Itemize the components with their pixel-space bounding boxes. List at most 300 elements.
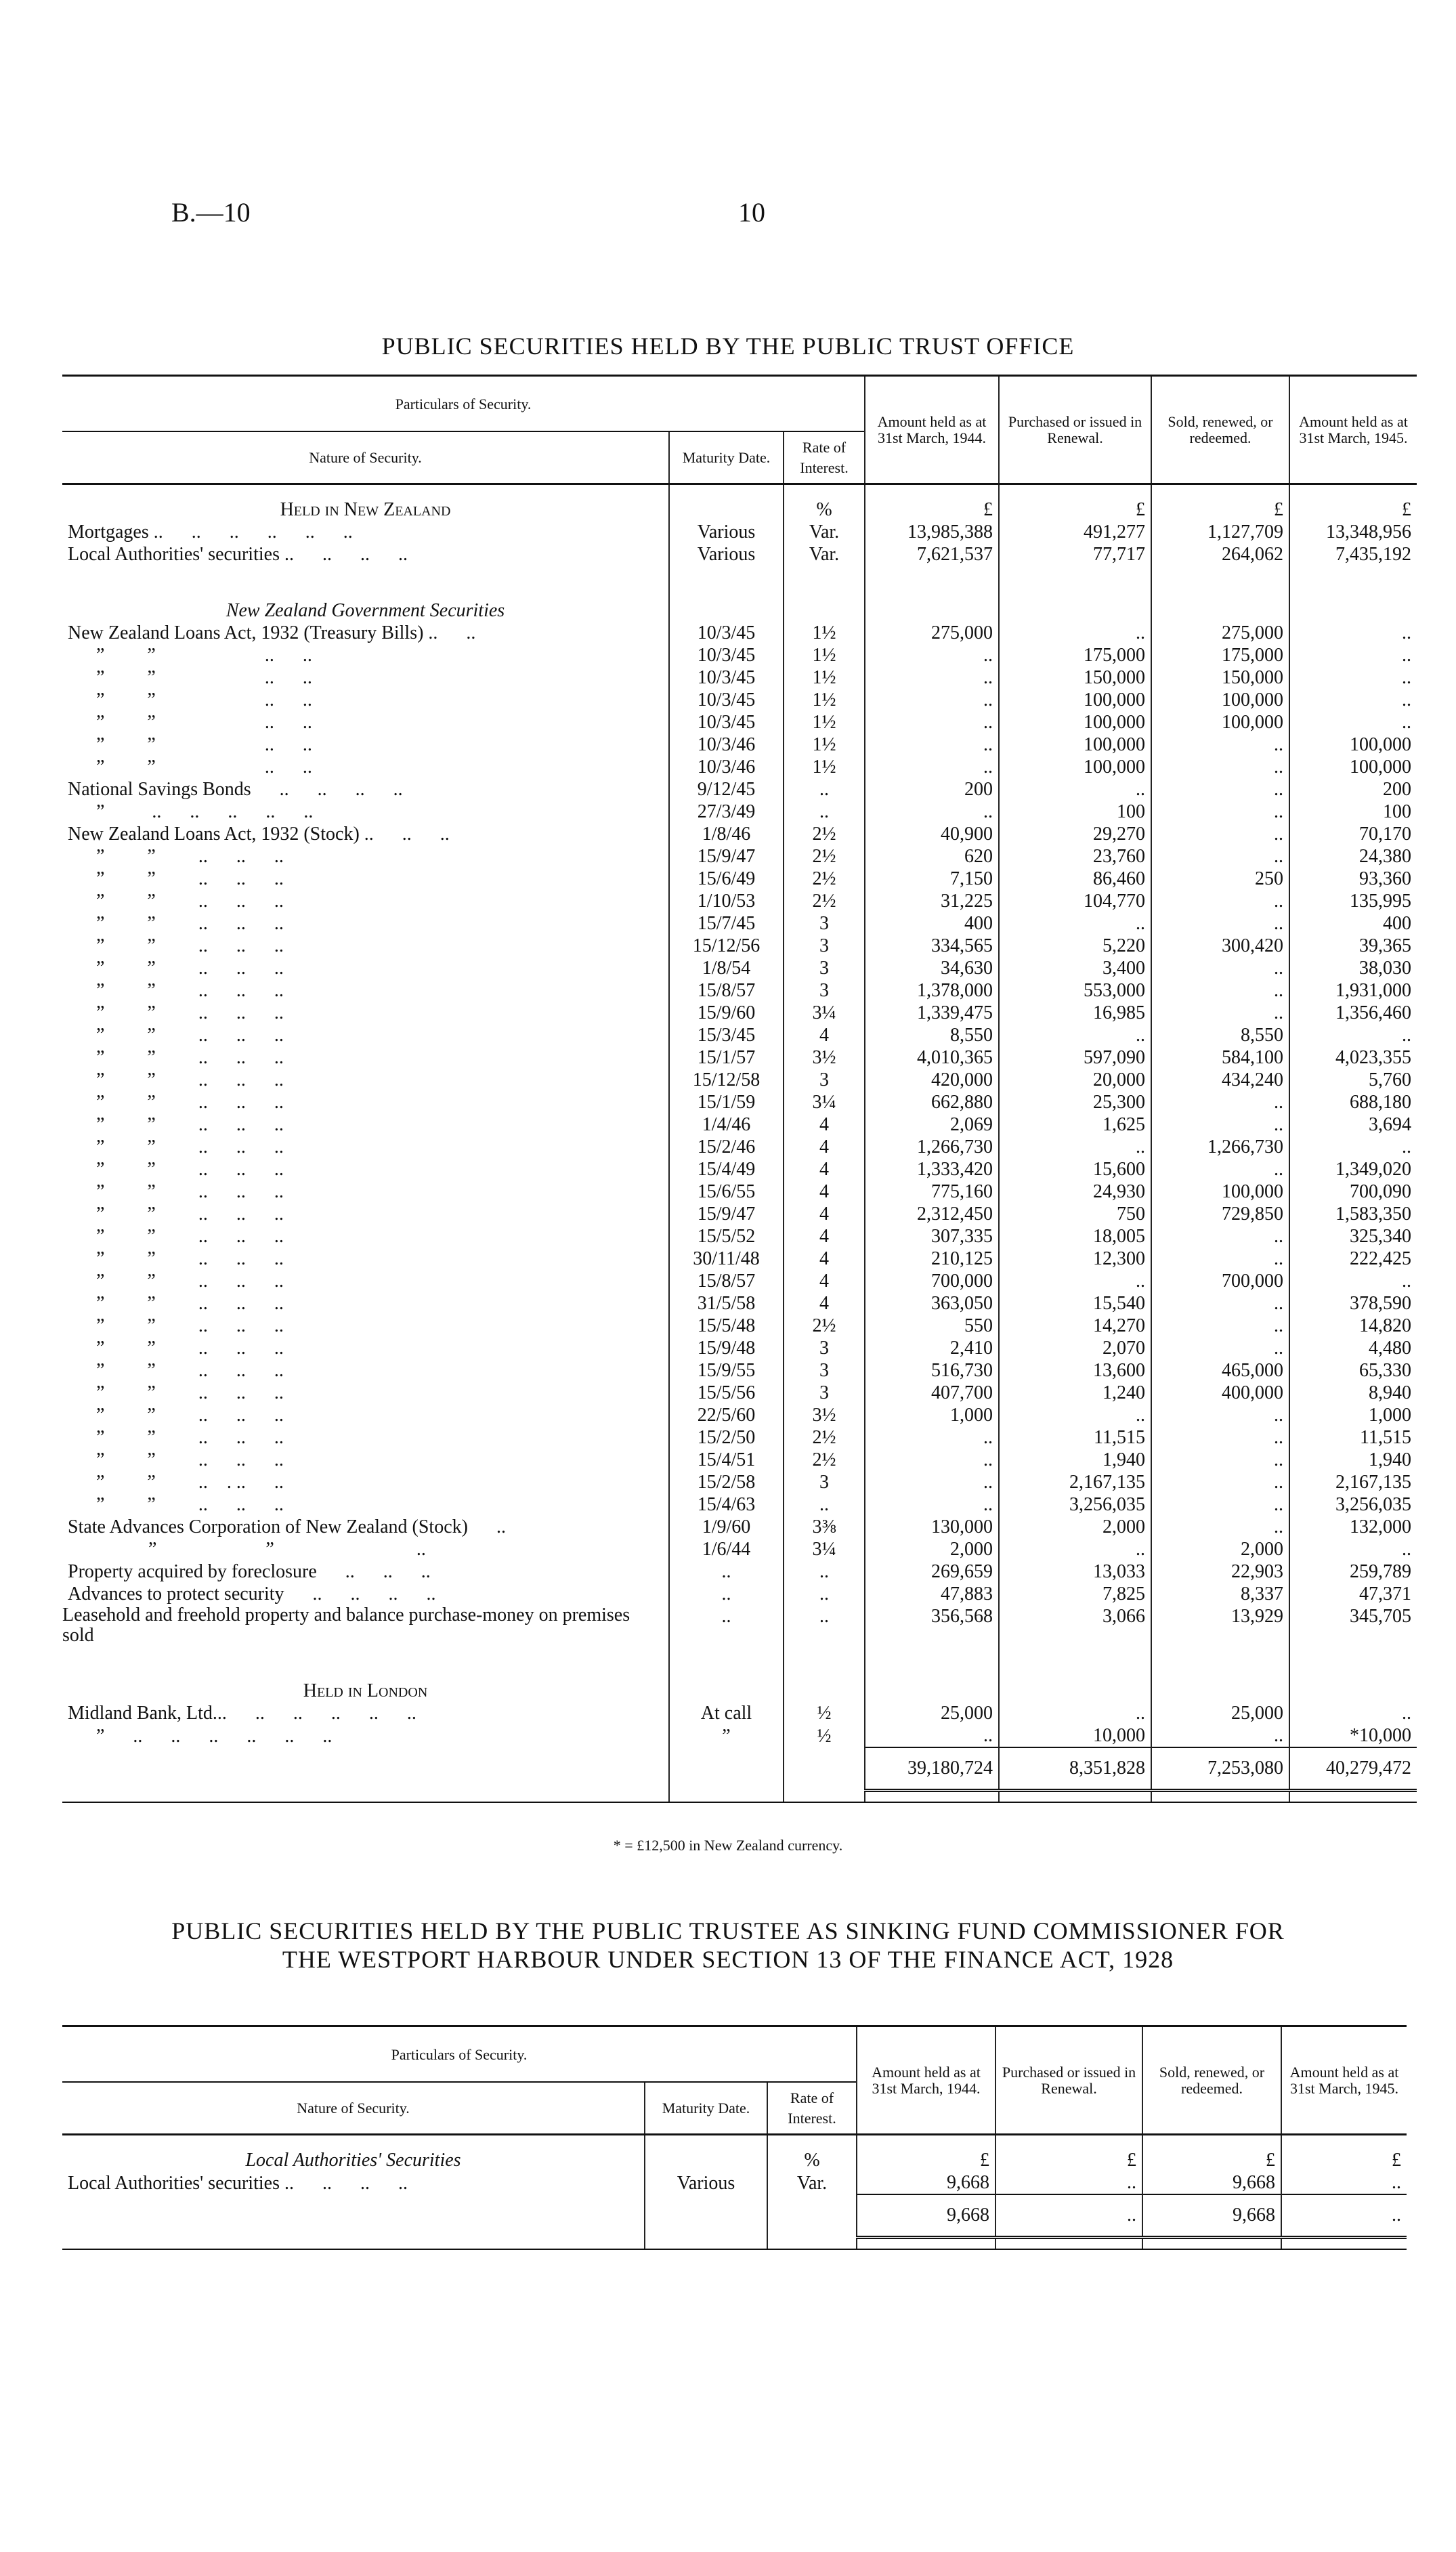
cell-sold: .. [1151,912,1289,935]
cell-maturity-date: 15/12/56 [669,935,784,957]
cell-maturity-date: 15/9/60 [669,1002,784,1024]
cell-purchased [999,599,1151,622]
header-maturity: Maturity Date. [669,431,784,484]
section-heading-row [62,498,1417,521]
cell-sold: 175,000 [1151,644,1289,666]
cell-sold: .. [1151,756,1289,778]
total-purchased: 8,351,828 [999,1747,1151,1791]
table-row [62,1560,1417,1583]
cell-rate-of-interest: 2½ [784,1449,865,1471]
cell-sold [1151,566,1289,599]
cell-nature: New Zealand Loans Act, 1932 (Treasury Bills) .. .. [68,622,476,643]
cell-rate-of-interest: .. [784,778,865,801]
cell-purchased: £ [995,2149,1142,2171]
cell-amount-1945: £ [1281,2149,1407,2171]
cell-purchased: .. [999,1702,1151,1724]
cell-amount-1945 [1289,1646,1417,1680]
cell-amount-1944: 130,000 [865,1516,999,1538]
cell-purchased: 104,770 [999,890,1151,912]
table-row [62,1702,1417,1724]
cell-amount-1945: 8,940 [1289,1382,1417,1404]
cell-amount-1945: 38,030 [1289,957,1417,979]
cell-sold: .. [1151,1002,1289,1024]
table-row [62,622,1417,644]
header-nature: Nature of Security. [62,2082,645,2135]
cell-sold: 250 [1151,868,1289,890]
cell-maturity-date: 10/3/45 [669,644,784,666]
cell-amount-1944: 1,000 [865,1404,999,1426]
spacer-cell [1281,2135,1407,2150]
section-heading-row [62,2149,1407,2171]
cell-rate-of-interest: 2½ [784,845,865,868]
cell-amount-1944: £ [865,498,999,521]
cell-purchased: 150,000 [999,666,1151,689]
cell-purchased: .. [995,2171,1142,2194]
cell-nature: ” ” .. .. .. [68,1136,284,1157]
spacer-cell [669,484,784,499]
table-row [62,2171,1407,2194]
cell-purchased: .. [999,1270,1151,1292]
cell-maturity-date: 1/8/54 [669,957,784,979]
table-row [62,1471,1417,1493]
cell-amount-1944: .. [865,1493,999,1516]
cell-maturity-date [669,1646,784,1680]
cell-nature: ” ” .. .. .. [68,1025,284,1046]
cell-rate-of-interest: Var. [767,2171,857,2194]
cell-nature: ” ” .. .. .. [68,1360,284,1381]
cell-nature: ” ” .. .. .. [68,1405,284,1426]
rule-cell [767,2238,857,2250]
cell-maturity-date: 15/4/49 [669,1158,784,1181]
table-row [62,1024,1417,1046]
cell-maturity-date: .. [669,1583,784,1605]
cell-nature [62,1646,669,1680]
cell-maturity-date: 15/9/48 [669,1337,784,1359]
cell-amount-1944: 334,565 [865,935,999,957]
cell-maturity-date: 15/2/50 [669,1426,784,1449]
cell-purchased: 597,090 [999,1046,1151,1069]
cell-purchased: 750 [999,1203,1151,1225]
cell-nature: Held in New Zealand [280,499,451,520]
cell-amount-1945: .. [1289,1270,1417,1292]
cell-sold: .. [1151,1113,1289,1136]
cell-purchased: 100,000 [999,733,1151,756]
cell-nature: ” ” .. .. .. [68,1382,284,1403]
cell-amount-1945: *10,000 [1289,1724,1417,1747]
cell-purchased: 7,825 [999,1583,1151,1605]
cell-purchased: 77,717 [999,543,1151,566]
empty-cell [784,1747,865,1791]
spacer-cell [999,484,1151,499]
cell-amount-1944: .. [865,1724,999,1747]
cell-maturity-date: 15/4/51 [669,1449,784,1471]
header-purchased: Purchased or issued in Renewal. [999,376,1151,484]
cell-nature: Midland Bank, Ltd... .. .. .. .. .. [68,1703,416,1724]
cell-sold: .. [1151,1091,1289,1113]
table-row [62,979,1417,1002]
cell-amount-1945: 14,820 [1289,1315,1417,1337]
cell-amount-1945: 4,023,355 [1289,1046,1417,1069]
cell-rate-of-interest: 4 [784,1158,865,1181]
cell-purchased: 23,760 [999,845,1151,868]
cell-purchased: 100,000 [999,756,1151,778]
cell-rate-of-interest [784,599,865,622]
cell-nature: ” ” .. .. .. [68,868,284,889]
cell-maturity-date: 15/1/59 [669,1091,784,1113]
cell-maturity-date: .. [669,1560,784,1583]
cell-purchased: 15,600 [999,1158,1151,1181]
spacer-cell [62,2135,645,2150]
cell-rate-of-interest: 2½ [784,1426,865,1449]
header-amount-1944: Amount held as at 31st March, 1944. [865,376,999,484]
cell-purchased: 13,600 [999,1359,1151,1382]
cell-amount-1945: 11,515 [1289,1426,1417,1449]
cell-amount-1945: 100 [1289,801,1417,823]
spacer-row [62,1646,1417,1680]
table-row [62,543,1417,566]
table-row [62,1158,1417,1181]
rule-cell [62,2238,645,2250]
table2-title-line2: THE WESTPORT HARBOUR UNDER SECTION 13 OF THE FINANCE ACT, 1928 [282,1946,1174,1973]
cell-purchased: .. [999,1404,1151,1426]
page-number: 10 [738,197,765,228]
cell-amount-1945: 1,349,020 [1289,1158,1417,1181]
cell-nature: ” ” .. .. .. [68,1293,284,1314]
header-sold: Sold, renewed, or redeemed. [1142,2026,1281,2135]
cell-sold: 1,127,709 [1151,521,1289,543]
cell-nature: ” ” .. .. .. [68,980,284,1001]
cell-rate-of-interest: Var. [784,521,865,543]
empty-cell [62,2194,645,2238]
cell-rate-of-interest [784,566,865,599]
cell-sold: .. [1151,1493,1289,1516]
table1-container [62,375,1417,1803]
cell-maturity-date: 15/12/58 [669,1069,784,1091]
rule-cell [999,1791,1151,1803]
cell-sold: 2,000 [1151,1538,1289,1560]
table-row [62,1538,1417,1560]
cell-purchased: 100,000 [999,689,1151,711]
cell-maturity-date: 15/8/57 [669,979,784,1002]
rule-cell [62,1791,669,1803]
total-amount-1945: .. [1281,2194,1407,2238]
cell-rate-of-interest: 3 [784,912,865,935]
table-row [62,1359,1417,1382]
cell-maturity-date: 15/2/58 [669,1471,784,1493]
table-row [62,1248,1417,1270]
cell-sold: .. [1151,1315,1289,1337]
table2-container [62,2025,1407,2250]
cell-amount-1945: .. [1289,622,1417,644]
cell-purchased: 1,625 [999,1113,1151,1136]
cell-nature: ” ” .. [68,1539,426,1560]
cell-nature: Local Authorities' securities .. .. .. .. [68,544,408,565]
cell-rate-of-interest: .. [784,1493,865,1516]
total-amount-1945: 40,279,472 [1289,1747,1417,1791]
cell-sold: £ [1142,2149,1281,2171]
cell-amount-1945: 1,356,460 [1289,1002,1417,1024]
table-row [62,1136,1417,1158]
table1-title: PUBLIC SECURITIES HELD BY THE PUBLIC TRUST OFFICE [381,333,1075,360]
cell-sold: .. [1151,845,1289,868]
cell-sold: 150,000 [1151,666,1289,689]
cell-sold [1151,599,1289,622]
cell-sold: .. [1151,1337,1289,1359]
cell-sold: 1,266,730 [1151,1136,1289,1158]
cell-amount-1945: 100,000 [1289,733,1417,756]
cell-amount-1944: 356,568 [865,1605,999,1646]
cell-nature: ” ” .. .. .. [68,1494,284,1515]
total-sold: 7,253,080 [1151,1747,1289,1791]
cell-sold: 264,062 [1151,543,1289,566]
cell-purchased: 553,000 [999,979,1151,1002]
cell-sold: .. [1151,778,1289,801]
cell-amount-1944: 420,000 [865,1069,999,1091]
cell-nature: Local Authorities' securities .. .. .. .. [68,2172,408,2194]
cell-amount-1944: .. [865,711,999,733]
cell-amount-1944: 700,000 [865,1270,999,1292]
table-row [62,1113,1417,1136]
cell-rate-of-interest: 3 [784,957,865,979]
cell-purchased: 2,167,135 [999,1471,1151,1493]
cell-amount-1945: 378,590 [1289,1292,1417,1315]
cell-nature: National Savings Bonds .. .. .. .. [68,779,403,800]
cell-amount-1944: .. [865,1449,999,1471]
cell-nature: ” ” .. .. .. [68,846,284,867]
cell-maturity-date: 15/6/49 [669,868,784,890]
cell-rate-of-interest: 1½ [784,733,865,756]
cell-purchased: 2,000 [999,1516,1151,1538]
cell-rate-of-interest: 4 [784,1136,865,1158]
cell-sold: 8,337 [1151,1583,1289,1605]
cell-nature: ” ” .. .. .. [68,1047,284,1068]
table-row [62,778,1417,801]
cell-nature: State Advances Corporation of New Zealand (Stock) .. [68,1516,506,1537]
cell-rate-of-interest: 2½ [784,868,865,890]
cell-maturity-date: 15/6/55 [669,1181,784,1203]
table-row [62,1493,1417,1516]
cell-amount-1945: 200 [1289,778,1417,801]
cell-maturity-date: At call [669,1702,784,1724]
cell-sold: 25,000 [1151,1702,1289,1724]
cell-nature: ” ” .. .. [68,734,312,755]
cell-rate-of-interest: .. [784,1583,865,1605]
table-row [62,1292,1417,1315]
cell-maturity-date: 10/3/45 [669,711,784,733]
cell-rate-of-interest: 1½ [784,644,865,666]
cell-amount-1944: 9,668 [857,2171,995,2194]
empty-cell [645,2194,767,2238]
cell-sold: 584,100 [1151,1046,1289,1069]
cell-amount-1944: 47,883 [865,1583,999,1605]
cell-purchased: .. [999,1024,1151,1046]
cell-amount-1945: .. [1289,689,1417,711]
cell-nature [62,566,669,599]
cell-amount-1945: .. [1289,644,1417,666]
cell-amount-1945: 7,435,192 [1289,543,1417,566]
header-purchased: Purchased or issued in Renewal. [995,2026,1142,2135]
cell-amount-1944: 40,900 [865,823,999,845]
empty-cell [62,1747,669,1791]
cell-rate-of-interest: 1½ [784,689,865,711]
table-row [62,1404,1417,1426]
table-row [62,1605,1417,1646]
cell-amount-1945: 688,180 [1289,1091,1417,1113]
table-bottom-rule [62,1791,1417,1803]
header-amount-1945: Amount held as at 31st March, 1945. [1281,2026,1407,2135]
cell-amount-1944: 516,730 [865,1359,999,1382]
cell-sold: 100,000 [1151,1181,1289,1203]
cell-purchased: 175,000 [999,644,1151,666]
cell-rate-of-interest: 2½ [784,1315,865,1337]
table-row [62,823,1417,845]
total-amount-1944: 9,668 [857,2194,995,2238]
table2-title-line1: PUBLIC SECURITIES HELD BY THE PUBLIC TRUSTEE AS SINKING FUND COMMISSIONER FOR [171,1917,1285,1944]
cell-maturity-date [669,1680,784,1702]
table-row [62,756,1417,778]
cell-amount-1944: 363,050 [865,1292,999,1315]
table-row [62,890,1417,912]
cell-sold: .. [1151,801,1289,823]
table-row [62,1337,1417,1359]
cell-maturity-date: 15/5/48 [669,1315,784,1337]
cell-maturity-date: 15/4/63 [669,1493,784,1516]
spacer-row [62,566,1417,599]
cell-nature: ” ” .. .. .. [68,1427,284,1448]
table-row [62,1002,1417,1024]
table-row [62,666,1417,689]
cell-sold: 300,420 [1151,935,1289,957]
cell-sold: 729,850 [1151,1203,1289,1225]
cell-purchased: 3,066 [999,1605,1151,1646]
cell-nature: ” ” .. .. [68,757,312,778]
cell-amount-1944: 210,125 [865,1248,999,1270]
cell-rate-of-interest: 3 [784,1471,865,1493]
cell-rate-of-interest: 1½ [784,622,865,644]
cell-amount-1944: 4,010,365 [865,1046,999,1069]
totals-row [62,2194,1407,2238]
spacer-cell [62,484,669,499]
cell-amount-1944: 200 [865,778,999,801]
empty-cell [767,2194,857,2238]
cell-amount-1944: 2,410 [865,1337,999,1359]
cell-nature: Local Authorities' Securities [245,2150,461,2171]
cell-amount-1945: 5,760 [1289,1069,1417,1091]
cell-amount-1945: 3,256,035 [1289,1493,1417,1516]
cell-nature: ” ” .. .. .. [68,891,284,912]
cell-maturity-date: 15/7/45 [669,912,784,935]
spacer-cell [857,2135,995,2150]
cell-sold: 400,000 [1151,1382,1289,1404]
sinking-fund-securities-table [62,2025,1407,2250]
cell-amount-1945: 400 [1289,912,1417,935]
cell-amount-1945: .. [1289,1702,1417,1724]
cell-nature: ” .. .. .. .. .. [68,801,314,822]
table-row [62,1516,1417,1538]
cell-rate-of-interest: 3⅜ [784,1516,865,1538]
table-row [62,957,1417,979]
cell-maturity-date [669,599,784,622]
cell-purchased: 100,000 [999,711,1151,733]
cell-amount-1945: .. [1289,1024,1417,1046]
cell-nature: ” ” .. .. .. [68,1338,284,1359]
cell-sold: .. [1151,979,1289,1002]
cell-rate-of-interest: 4 [784,1225,865,1248]
cell-purchased: 14,270 [999,1315,1151,1337]
cell-purchased: 1,240 [999,1382,1151,1404]
cell-rate-of-interest: 4 [784,1292,865,1315]
cell-rate-of-interest: 1½ [784,666,865,689]
empty-cell [669,1747,784,1791]
cell-sold: .. [1151,1158,1289,1181]
spacer-cell [784,484,865,499]
cell-sold: 275,000 [1151,622,1289,644]
cell-maturity-date: 10/3/45 [669,689,784,711]
cell-nature: New Zealand Government Securities [226,600,505,621]
cell-nature: ” ” .. .. .. [68,1204,284,1225]
total-sold: 9,668 [1142,2194,1281,2238]
table-row [62,1583,1417,1605]
cell-sold: .. [1151,1248,1289,1270]
cell-rate-of-interest: 3¼ [784,1091,865,1113]
cell-purchased: £ [999,498,1151,521]
cell-nature: ” ” .. .. .. [68,1449,284,1470]
cell-nature: Advances to protect security .. .. .. .. [68,1583,436,1604]
cell-amount-1945: 47,371 [1289,1583,1417,1605]
header-sold: Sold, renewed, or redeemed. [1151,376,1289,484]
cell-nature: ” ” .. .. .. [68,1002,284,1023]
cell-maturity-date: 1/4/46 [669,1113,784,1136]
table-row [62,1091,1417,1113]
cell-maturity-date: 15/2/46 [669,1136,784,1158]
cell-purchased: .. [999,622,1151,644]
cell-rate-of-interest: .. [784,1605,865,1646]
cell-purchased: 20,000 [999,1069,1151,1091]
cell-amount-1945: 13,348,956 [1289,521,1417,543]
cell-sold: .. [1151,1225,1289,1248]
cell-amount-1944: .. [865,666,999,689]
rule-cell [865,1791,999,1803]
cell-maturity-date: Various [669,521,784,543]
cell-maturity-date: 15/3/45 [669,1024,784,1046]
cell-rate-of-interest: % [784,498,865,521]
cell-rate-of-interest: 3¼ [784,1002,865,1024]
rule-cell [669,1791,784,1803]
cell-amount-1944: 1,378,000 [865,979,999,1002]
cell-amount-1944: .. [865,644,999,666]
cell-maturity-date: 15/1/57 [669,1046,784,1069]
spacer-cell [995,2135,1142,2150]
section-heading-row [62,599,1417,622]
cell-maturity-date: 15/9/47 [669,1203,784,1225]
cell-sold: .. [1151,1426,1289,1449]
cell-amount-1945 [1289,599,1417,622]
table-row [62,912,1417,935]
cell-rate-of-interest: 2½ [784,890,865,912]
cell-rate-of-interest: 3 [784,1337,865,1359]
cell-maturity-date: 10/3/45 [669,666,784,689]
cell-amount-1944: .. [865,1471,999,1493]
spacer-cell [1289,484,1417,499]
total-amount-1944: 39,180,724 [865,1747,999,1791]
cell-nature: ” ” .. .. .. [68,958,284,979]
cell-rate-of-interest: .. [784,1560,865,1583]
cell-amount-1945: 1,940 [1289,1449,1417,1471]
cell-amount-1944: 269,659 [865,1560,999,1583]
cell-sold: 434,240 [1151,1069,1289,1091]
cell-maturity-date: 15/9/55 [669,1359,784,1382]
cell-maturity-date: 15/5/52 [669,1225,784,1248]
